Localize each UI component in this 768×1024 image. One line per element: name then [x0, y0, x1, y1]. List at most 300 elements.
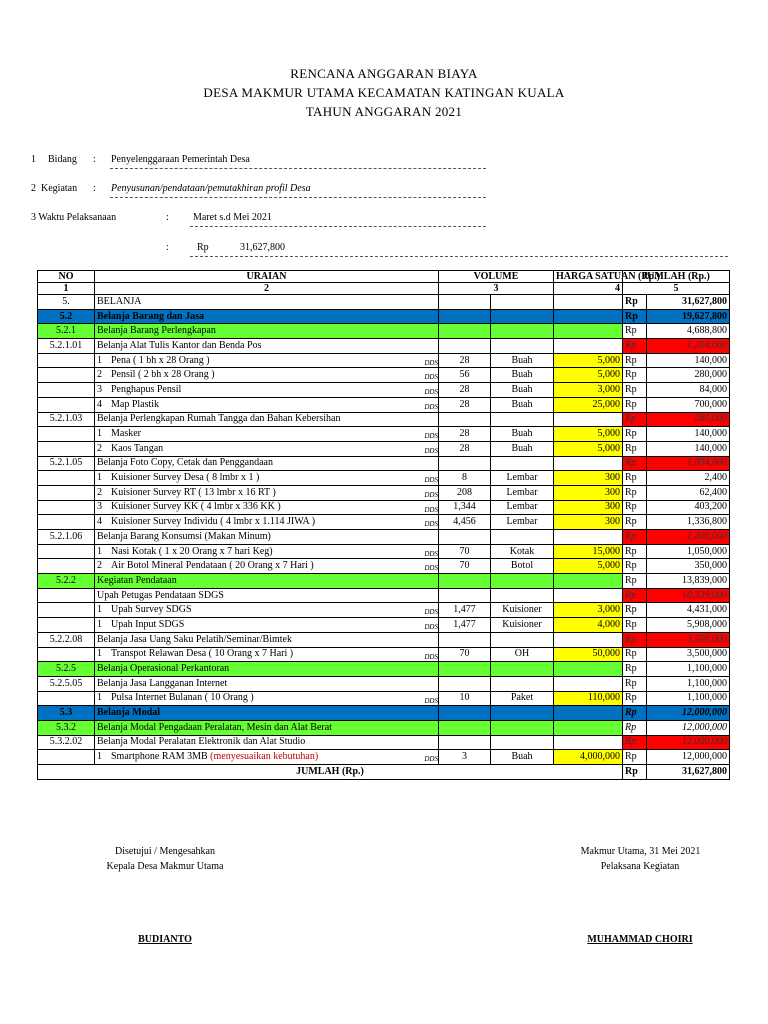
row-unit-price: 300: [554, 485, 623, 500]
row-amount: 1,050,000: [647, 544, 730, 559]
row-description: [95, 544, 439, 559]
total-rp: Rp: [623, 765, 647, 780]
bidang-label: Bidang: [48, 154, 77, 165]
table-row: [38, 574, 730, 589]
row-description-text: Smartphone RAM 3MB: [111, 751, 208, 763]
row-amount: 3,500,000: [647, 632, 730, 647]
row-unit: [491, 574, 554, 589]
row-description-text: Kaos Tangan: [111, 442, 164, 454]
row-currency: Rp: [623, 309, 647, 324]
row-quantity: [439, 735, 491, 750]
row-source-tag: DDS: [424, 608, 438, 617]
row-quantity: 28: [439, 353, 491, 368]
row-source-tag: DDS: [424, 432, 438, 441]
row-description-text: Belanja Operasional Perkantoran: [97, 663, 230, 675]
colnum-harga: 4: [554, 283, 623, 295]
row-description: [95, 530, 439, 545]
row-quantity: [439, 530, 491, 545]
row-amount: 4,688,800: [647, 324, 730, 339]
row-quantity: 56: [439, 368, 491, 383]
row-currency: Rp: [623, 412, 647, 427]
row-code: 5.2.1.01: [38, 339, 95, 354]
row-description-text: Belanja Modal: [97, 707, 161, 719]
row-quantity: [439, 309, 491, 324]
table-row: [38, 632, 730, 647]
row-code: [38, 427, 95, 442]
row-quantity: 70: [439, 559, 491, 574]
header-jumlah: JUMLAH (Rp.): [623, 271, 730, 283]
table-row: [38, 544, 730, 559]
row-code: [38, 691, 95, 706]
kegiatan-underline: [110, 197, 486, 198]
row-item-number: 1: [97, 751, 102, 763]
row-item-number: 4: [97, 398, 102, 410]
row-unit-price: [554, 456, 623, 471]
row-description: [95, 397, 439, 412]
row-description-text: Kuisioner Survey Individu ( 4 lmbr x 1.114 JIWA ): [111, 516, 316, 528]
row-unit: [491, 706, 554, 721]
kegiatan-value: Penyusunan/pendataan/pemutakhiran profil Desa: [111, 183, 311, 194]
row-description: [95, 632, 439, 647]
row-description-text: Belanja Modal Peralatan Elektronik dan Alat Studio: [97, 736, 306, 748]
row-description-text: Belanja Barang Konsumsi (Makan Minum): [97, 530, 271, 542]
row-description-text: Upah Survey SDGS: [111, 604, 192, 616]
row-description: [95, 720, 439, 735]
row-currency: Rp: [623, 647, 647, 662]
row-currency: Rp: [623, 691, 647, 706]
row-unit: [491, 339, 554, 354]
row-source-tag: DDS: [424, 490, 438, 499]
total-colon: :: [166, 242, 169, 253]
row-unit: Buah: [491, 353, 554, 368]
row-description-text: Kuisioner Survey Desa ( 8 lmbr x 1 ): [111, 472, 260, 484]
colnum-uraian: 2: [95, 283, 439, 295]
row-code: [38, 515, 95, 530]
table-row: [38, 368, 730, 383]
total-amount: 31,627,800: [647, 765, 730, 780]
row-unit: [491, 588, 554, 603]
row-unit-price: 4,000,000: [554, 750, 623, 765]
row-unit-price: [554, 412, 623, 427]
row-amount: 1,336,800: [647, 515, 730, 530]
row-description: [95, 324, 439, 339]
row-description: [95, 676, 439, 691]
table-row: [38, 295, 730, 310]
row-description-text: Penghapus Pensil: [111, 383, 182, 395]
row-amount: 1,804,800: [647, 456, 730, 471]
row-unit: Buah: [491, 427, 554, 442]
row-description: [95, 515, 439, 530]
row-unit: Buah: [491, 441, 554, 456]
waktu-value: Maret s.d Mei 2021: [193, 212, 272, 223]
row-description-text: Belanja Jasa Langganan Internet: [97, 677, 228, 689]
row-description: [95, 295, 439, 310]
row-description-text: Kuisioner Survey RT ( 13 lmbr x 16 RT ): [111, 486, 276, 498]
row-unit-price: 5,000: [554, 353, 623, 368]
row-unit-price: 25,000: [554, 397, 623, 412]
row-item-number: 4: [97, 516, 102, 528]
row-item-number: 1: [97, 648, 102, 660]
header-volume: VOLUME: [439, 271, 554, 283]
row-amount: 31,627,800: [647, 295, 730, 310]
row-item-number: 1: [97, 604, 102, 616]
header-uraian: URAIAN: [95, 271, 439, 283]
row-code: 5.2.5: [38, 662, 95, 677]
row-quantity: [439, 324, 491, 339]
row-unit: Buah: [491, 750, 554, 765]
row-currency: Rp: [623, 603, 647, 618]
row-currency: Rp: [623, 632, 647, 647]
row-currency: Rp: [623, 353, 647, 368]
row-currency: Rp: [623, 530, 647, 545]
row-quantity: [439, 339, 491, 354]
row-unit: Kuisioner: [491, 603, 554, 618]
row-unit: [491, 309, 554, 324]
row-code: [38, 750, 95, 765]
row-description-text: Belanja Barang Perlengkapan: [97, 325, 216, 337]
row-code: 5.2.5.05: [38, 676, 95, 691]
total-row: [38, 765, 730, 780]
kegiatan-colon: :: [93, 183, 96, 194]
row-currency: Rp: [623, 324, 647, 339]
row-item-number: 1: [97, 692, 102, 704]
row-quantity: [439, 632, 491, 647]
row-description: [95, 691, 439, 706]
row-code: [38, 588, 95, 603]
row-amount: 280,000: [647, 412, 730, 427]
row-unit-price: [554, 588, 623, 603]
row-quantity: [439, 295, 491, 310]
row-source-tag: DDS: [424, 652, 438, 661]
row-unit: [491, 456, 554, 471]
row-source-tag: DDS: [424, 564, 438, 573]
table-row: [38, 456, 730, 471]
executor-title: Pelaksana Kegiatan: [600, 861, 680, 872]
table-row: [38, 383, 730, 398]
row-amount: 280,000: [647, 368, 730, 383]
row-description: [95, 618, 439, 633]
row-currency: Rp: [623, 515, 647, 530]
bidang-underline: [110, 168, 486, 169]
row-description-text: Air Botol Mineral Pendataan ( 20 Orang x 7 Hari ): [111, 560, 314, 572]
row-code: 5.2.1.06: [38, 530, 95, 545]
row-unit-price: 3,000: [554, 603, 623, 618]
row-quantity: 1,344: [439, 500, 491, 515]
row-source-tag: DDS: [424, 388, 438, 397]
row-item-number: 3: [97, 383, 102, 395]
row-quantity: 28: [439, 397, 491, 412]
row-quantity: 208: [439, 485, 491, 500]
row-source-tag: DDS: [424, 358, 438, 367]
row-unit-price: 5,000: [554, 427, 623, 442]
row-currency: Rp: [623, 485, 647, 500]
row-unit-price: 3,000: [554, 383, 623, 398]
table-row: [38, 676, 730, 691]
row-amount: 140,000: [647, 441, 730, 456]
row-code: 5.2.1: [38, 324, 95, 339]
row-unit-price: 300: [554, 471, 623, 486]
row-amount: 13,839,000: [647, 574, 730, 589]
row-amount: 12,000,000: [647, 706, 730, 721]
row-code: [38, 559, 95, 574]
row-unit: [491, 632, 554, 647]
row-quantity: [439, 412, 491, 427]
table-row: [38, 339, 730, 354]
row-amount: 3,500,000: [647, 647, 730, 662]
executor-name: MUHAMMAD CHOIRI: [587, 934, 693, 945]
total-label: JUMLAH (Rp.): [38, 765, 623, 780]
row-description-text: Masker: [111, 428, 141, 440]
row-amount: 1,204,000: [647, 339, 730, 354]
row-description-text: BELANJA: [97, 295, 142, 307]
row-amount: 140,000: [647, 353, 730, 368]
row-unit-price: [554, 530, 623, 545]
table-row: [38, 588, 730, 603]
row-description-text: Transpot Relawan Desa ( 10 Orang x 7 Hari ): [111, 648, 294, 660]
row-source-tag: DDS: [424, 402, 438, 411]
table-row: [38, 530, 730, 545]
row-item-number: 1: [97, 545, 102, 557]
row-unit-price: 5,000: [554, 559, 623, 574]
row-code: [38, 383, 95, 398]
row-item-number: 1: [97, 428, 102, 440]
row-currency: Rp: [623, 295, 647, 310]
table-row: [38, 397, 730, 412]
row-description: [95, 662, 439, 677]
row-quantity: 28: [439, 441, 491, 456]
row-description: [95, 588, 439, 603]
row-unit-price: [554, 676, 623, 691]
row-description-text: Belanja Barang dan Jasa: [97, 310, 204, 322]
row-quantity: [439, 574, 491, 589]
row-amount: 12,000,000: [647, 750, 730, 765]
header-no: NO: [38, 271, 95, 283]
row-currency: Rp: [623, 735, 647, 750]
row-amount: 1,100,000: [647, 691, 730, 706]
table-row: [38, 353, 730, 368]
waktu-colon: :: [166, 212, 169, 223]
row-description: [95, 339, 439, 354]
row-currency: Rp: [623, 676, 647, 691]
row-description-text: Kuisioner Survey KK ( 4 lmbr x 336 KK ): [111, 501, 281, 513]
row-description-text: Kegiatan Pendataan: [97, 574, 177, 586]
colnum-jumlah: 5: [623, 283, 730, 295]
row-amount: 12,000,000: [647, 720, 730, 735]
row-unit-price: [554, 339, 623, 354]
row-unit-price: [554, 295, 623, 310]
row-currency: Rp: [623, 544, 647, 559]
row-amount: 350,000: [647, 559, 730, 574]
row-quantity: 4,456: [439, 515, 491, 530]
row-currency: Rp: [623, 574, 647, 589]
row-item-number: 1: [97, 618, 102, 630]
row-unit-price: 4,000: [554, 618, 623, 633]
row-amount: 1,100,000: [647, 662, 730, 677]
table-row: [38, 500, 730, 515]
row-description-text: Pulsa Internet Bulanan ( 10 Orang ): [111, 692, 254, 704]
row-code: [38, 603, 95, 618]
row-code: [38, 471, 95, 486]
row-item-number: 2: [97, 442, 102, 454]
row-quantity: [439, 720, 491, 735]
row-description: [95, 750, 439, 765]
row-currency: Rp: [623, 706, 647, 721]
row-source-tag: DDS: [424, 623, 438, 632]
table-row: [38, 485, 730, 500]
row-unit-price: [554, 706, 623, 721]
row-quantity: [439, 676, 491, 691]
row-currency: Rp: [623, 383, 647, 398]
table-row: [38, 471, 730, 486]
row-description-text: Belanja Foto Copy, Cetak dan Penggandaan: [97, 457, 273, 469]
doc-title: RENCANA ANGGARAN BIAYA: [290, 66, 478, 81]
row-quantity: [439, 588, 491, 603]
row-description: [95, 368, 439, 383]
row-description: [95, 559, 439, 574]
row-quantity: 28: [439, 427, 491, 442]
row-currency: Rp: [623, 588, 647, 603]
row-unit: Lembar: [491, 515, 554, 530]
row-unit: Buah: [491, 397, 554, 412]
row-quantity: 70: [439, 647, 491, 662]
row-source-tag: DDS: [424, 505, 438, 514]
row-code: 5.: [38, 295, 95, 310]
row-unit: [491, 662, 554, 677]
row-unit: Kotak: [491, 544, 554, 559]
row-description-text: Belanja Jasa Uang Saku Pelatih/Seminar/Bimtek: [97, 633, 292, 645]
row-description: [95, 735, 439, 750]
table-row: [38, 324, 730, 339]
bidang-number: 1: [31, 154, 36, 165]
row-note: (menyesuaikan kebutuhan): [210, 751, 319, 763]
row-description: [95, 456, 439, 471]
row-item-number: 2: [97, 486, 102, 498]
table-row: [38, 720, 730, 735]
row-unit-price: 5,000: [554, 441, 623, 456]
row-description: [95, 647, 439, 662]
row-quantity: [439, 706, 491, 721]
row-amount: 1,400,000: [647, 530, 730, 545]
row-unit-price: [554, 662, 623, 677]
table-row: [38, 427, 730, 442]
row-description: [95, 500, 439, 515]
row-unit-price: [554, 309, 623, 324]
row-quantity: 10: [439, 691, 491, 706]
row-currency: Rp: [623, 471, 647, 486]
approver-name: BUDIANTO: [138, 934, 192, 945]
row-description: [95, 485, 439, 500]
table-row: [38, 441, 730, 456]
row-code: [38, 618, 95, 633]
row-currency: Rp: [623, 368, 647, 383]
row-amount: 5,908,000: [647, 618, 730, 633]
row-unit-price: [554, 324, 623, 339]
row-currency: Rp: [623, 427, 647, 442]
total-underline: [190, 256, 728, 257]
row-code: [38, 485, 95, 500]
row-unit-price: 50,000: [554, 647, 623, 662]
row-description: [95, 309, 439, 324]
row-unit-price: 300: [554, 515, 623, 530]
row-item-number: 1: [97, 472, 102, 484]
row-source-tag: DDS: [424, 549, 438, 558]
table-row: [38, 735, 730, 750]
row-currency: Rp: [623, 441, 647, 456]
row-currency: Rp: [623, 397, 647, 412]
row-currency: Rp: [623, 618, 647, 633]
row-amount: 4,431,000: [647, 603, 730, 618]
colnum-no: 1: [38, 283, 95, 295]
row-description: [95, 574, 439, 589]
row-source-tag: DDS: [424, 696, 438, 705]
row-unit: Buah: [491, 383, 554, 398]
doc-year: TAHUN ANGGARAN 2021: [305, 104, 463, 119]
waktu-label: 3 Waktu Pelaksanaan: [31, 212, 117, 223]
row-source-tag: DDS: [424, 755, 438, 764]
row-unit: [491, 412, 554, 427]
row-unit: Lembar: [491, 471, 554, 486]
colnum-volume: 3: [439, 283, 554, 295]
row-amount: 1,100,000: [647, 676, 730, 691]
row-source-tag: DDS: [424, 373, 438, 382]
row-description-text: Nasi Kotak ( 1 x 20 Orang x 7 hari Keg): [111, 545, 273, 557]
row-amount: 140,000: [647, 427, 730, 442]
row-quantity: 1,477: [439, 603, 491, 618]
row-quantity: 3: [439, 750, 491, 765]
row-unit: OH: [491, 647, 554, 662]
row-description-text: Map Plastik: [111, 398, 160, 410]
row-unit: Lembar: [491, 485, 554, 500]
row-unit: Lembar: [491, 500, 554, 515]
header-harga: HARGA SATUAN (Rp.): [554, 271, 623, 283]
row-unit: [491, 295, 554, 310]
row-unit: [491, 530, 554, 545]
row-amount: 700,000: [647, 397, 730, 412]
table-row: [38, 662, 730, 677]
row-quantity: 1,477: [439, 618, 491, 633]
row-quantity: 70: [439, 544, 491, 559]
row-quantity: [439, 662, 491, 677]
table-row: [38, 309, 730, 324]
table-row: [38, 603, 730, 618]
row-description: [95, 353, 439, 368]
table-row: [38, 515, 730, 530]
row-amount: 2,400: [647, 471, 730, 486]
bidang-value: Penyelenggaraan Pemerintah Desa: [111, 154, 250, 165]
row-amount: 12,000,000: [647, 735, 730, 750]
table-row: [38, 412, 730, 427]
total-currency: Rp: [197, 242, 209, 253]
row-code: 5.3.2.02: [38, 735, 95, 750]
row-description-text: Upah Input SDGS: [111, 618, 185, 630]
row-description: [95, 706, 439, 721]
row-currency: Rp: [623, 339, 647, 354]
waktu-underline: [190, 226, 486, 227]
row-quantity: 8: [439, 471, 491, 486]
row-currency: Rp: [623, 662, 647, 677]
table-row: [38, 691, 730, 706]
row-unit: Kuisioner: [491, 618, 554, 633]
row-description-text: Belanja Alat Tulis Kantor dan Benda Pos: [97, 339, 262, 351]
kegiatan-number: 2: [31, 183, 36, 194]
row-code: [38, 647, 95, 662]
row-code: [38, 368, 95, 383]
table-row: [38, 750, 730, 765]
row-unit: [491, 720, 554, 735]
row-source-tag: DDS: [424, 520, 438, 529]
table-row: [38, 618, 730, 633]
row-amount: 62,400: [647, 485, 730, 500]
